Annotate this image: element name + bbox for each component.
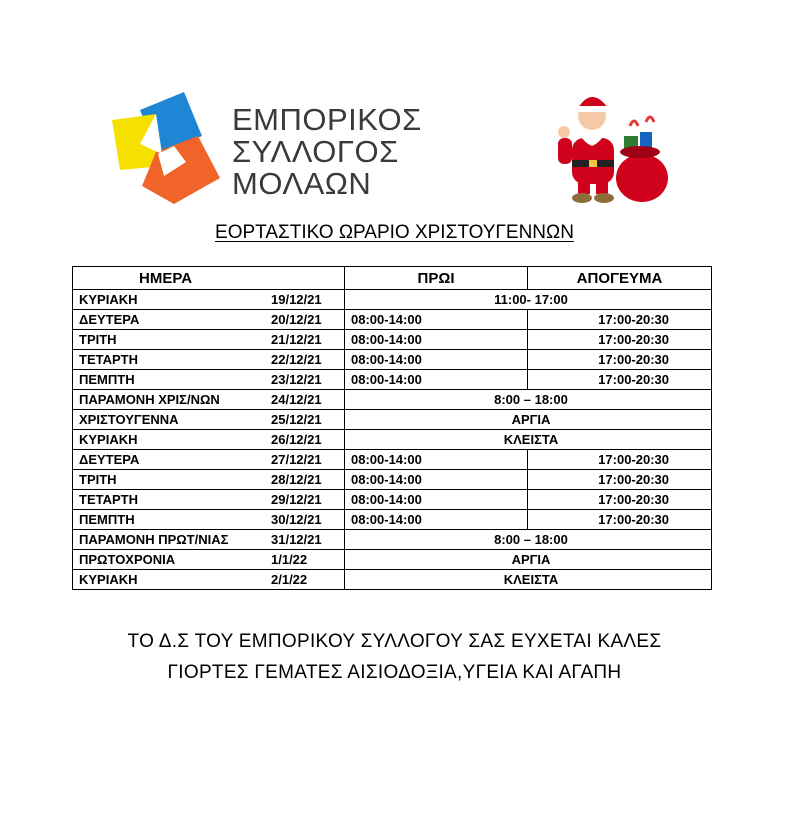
day-date: 27/12/21 <box>271 452 322 467</box>
day-name: ΚΥΡΙΑΚΗ <box>79 432 138 447</box>
day-name: ΠΡΩΤΟΧΡΟΝΙΑ <box>79 552 176 567</box>
day-cell <box>73 550 345 570</box>
afternoon-hours-cell: 17:00-20:30 <box>528 350 712 370</box>
day-cell <box>73 470 345 490</box>
day-date: 26/12/21 <box>271 432 322 447</box>
day-cell <box>73 290 345 310</box>
day-name: ΠΑΡΑΜΟΝΗ ΧΡΙΣ/ΝΩΝ <box>79 392 220 407</box>
day-cell <box>73 330 345 350</box>
day-cell <box>73 370 345 390</box>
day-date: 21/12/21 <box>271 332 322 347</box>
afternoon-hours-cell: 17:00-20:30 <box>528 330 712 350</box>
day-cell <box>73 410 345 430</box>
table-row <box>73 550 712 570</box>
table-row <box>73 530 712 550</box>
hours-merged-cell: ΑΡΓΙΑ <box>345 550 712 570</box>
morning-hours-cell: 08:00-14:00 <box>345 370 528 390</box>
table-row <box>73 370 712 390</box>
day-date: 29/12/21 <box>271 492 322 507</box>
day-date: 31/12/21 <box>271 532 322 547</box>
day-cell <box>73 530 345 550</box>
table-row <box>73 350 712 370</box>
header-day: ΗΜΕΡΑ <box>73 267 345 290</box>
afternoon-hours-cell: 17:00-20:30 <box>528 510 712 530</box>
day-date: 22/12/21 <box>271 352 322 367</box>
logo-text <box>232 104 422 200</box>
day-name: ΠΕΜΠΤΗ <box>79 512 135 527</box>
day-date: 19/12/21 <box>271 292 322 307</box>
hours-merged-cell: ΑΡΓΙΑ <box>345 410 712 430</box>
day-name: ΤΡΙΤΗ <box>79 472 117 487</box>
table-row <box>73 450 712 470</box>
day-name: ΚΥΡΙΑΚΗ <box>79 292 138 307</box>
day-cell <box>73 510 345 530</box>
morning-hours-cell: 08:00-14:00 <box>345 350 528 370</box>
schedule-title: ΕΟΡΤΑΣΤΙΚΟ ΩΡΑΡΙΟ ΧΡΙΣΤΟΥΓΕΝΝΩΝ <box>215 222 574 243</box>
table-row <box>73 330 712 350</box>
day-name: ΠΕΜΠΤΗ <box>79 372 135 387</box>
day-date: 25/12/21 <box>271 412 322 427</box>
table-header-row <box>73 267 712 290</box>
schedule-body <box>73 290 712 590</box>
table-row <box>73 430 712 450</box>
day-date: 24/12/21 <box>271 392 322 407</box>
afternoon-hours-cell: 17:00-20:30 <box>528 310 712 330</box>
santa-claus-illustration <box>550 86 670 206</box>
day-date: 20/12/21 <box>271 312 322 327</box>
hours-merged-cell: 8:00 – 18:00 <box>345 530 712 550</box>
day-name: ΚΥΡΙΑΚΗ <box>79 572 138 587</box>
hours-merged-cell: ΚΛΕΙΣΤΑ <box>345 570 712 590</box>
morning-hours-cell: 08:00-14:00 <box>345 490 528 510</box>
morning-hours-cell: 08:00-14:00 <box>345 470 528 490</box>
day-cell <box>73 450 345 470</box>
morning-hours-cell: 08:00-14:00 <box>345 510 528 530</box>
morning-hours-cell: 08:00-14:00 <box>345 330 528 350</box>
table-row <box>73 570 712 590</box>
table-row <box>73 510 712 530</box>
day-date: 2/1/22 <box>271 572 308 587</box>
table-row <box>73 490 712 510</box>
day-cell <box>73 570 345 590</box>
afternoon-hours-cell: 17:00-20:30 <box>528 370 712 390</box>
table-row <box>73 410 712 430</box>
day-date: 28/12/21 <box>271 472 322 487</box>
day-cell <box>73 310 345 330</box>
schedule-table <box>72 266 712 590</box>
hours-merged-cell: ΚΛΕΙΣΤΑ <box>345 430 712 450</box>
logo-line-3: ΜΟΛΑΩΝ <box>232 166 372 201</box>
day-name: ΤΕΤΑΡΤΗ <box>79 352 138 367</box>
hours-merged-cell: 8:00 – 18:00 <box>345 390 712 410</box>
day-date: 23/12/21 <box>271 372 322 387</box>
day-name: ΔΕΥΤΕΡΑ <box>79 452 140 467</box>
afternoon-hours-cell: 17:00-20:30 <box>528 450 712 470</box>
morning-hours-cell: 08:00-14:00 <box>345 450 528 470</box>
morning-hours-cell: 08:00-14:00 <box>345 310 528 330</box>
day-date: 1/1/22 <box>271 552 308 567</box>
logo-mark-icon <box>112 92 222 204</box>
day-cell <box>73 490 345 510</box>
day-name: ΧΡΙΣΤΟΥΓΕΝΝΑ <box>79 412 179 427</box>
logo-line-2: ΣΥΛΛΟΓΟΣ <box>232 134 399 169</box>
day-cell <box>73 350 345 370</box>
logo-line-1: ΕΜΠΟΡΙΚΟΣ <box>232 102 422 137</box>
day-name: ΔΕΥΤΕΡΑ <box>79 312 140 327</box>
day-name: ΠΑΡΑΜΟΝΗ ΠΡΩΤ/ΝΙΑΣ <box>79 532 229 547</box>
table-row <box>73 470 712 490</box>
day-cell <box>73 390 345 410</box>
footer-line-1: ΤΟ Δ.Σ ΤΟΥ ΕΜΠΟΡΙΚΟΥ ΣΥΛΛΟΓΟΥ ΣΑΣ ΕΥΧΕΤΑΙ ΚΑΛΕΣ <box>127 631 662 652</box>
hours-merged-cell: 11:00- 17:00 <box>345 290 712 310</box>
day-name: ΤΡΙΤΗ <box>79 332 117 347</box>
day-cell <box>73 430 345 450</box>
table-row <box>73 310 712 330</box>
day-name: ΤΕΤΑΡΤΗ <box>79 492 138 507</box>
afternoon-hours-cell: 17:00-20:30 <box>528 490 712 510</box>
footer-greeting <box>0 626 789 688</box>
day-date: 30/12/21 <box>271 512 322 527</box>
table-row <box>73 290 712 310</box>
header-morning: ΠΡΩΙ <box>345 267 528 290</box>
header-afternoon: ΑΠΟΓΕΥΜΑ <box>528 267 712 290</box>
footer-line-2: ΓΙΟΡΤΕΣ ΓΕΜΑΤΕΣ ΑΙΣΙΟΔΟΞΙΑ,ΥΓΕΙΑ ΚΑΙ ΑΓΑΠΗ <box>167 662 622 683</box>
table-row <box>73 390 712 410</box>
afternoon-hours-cell: 17:00-20:30 <box>528 470 712 490</box>
